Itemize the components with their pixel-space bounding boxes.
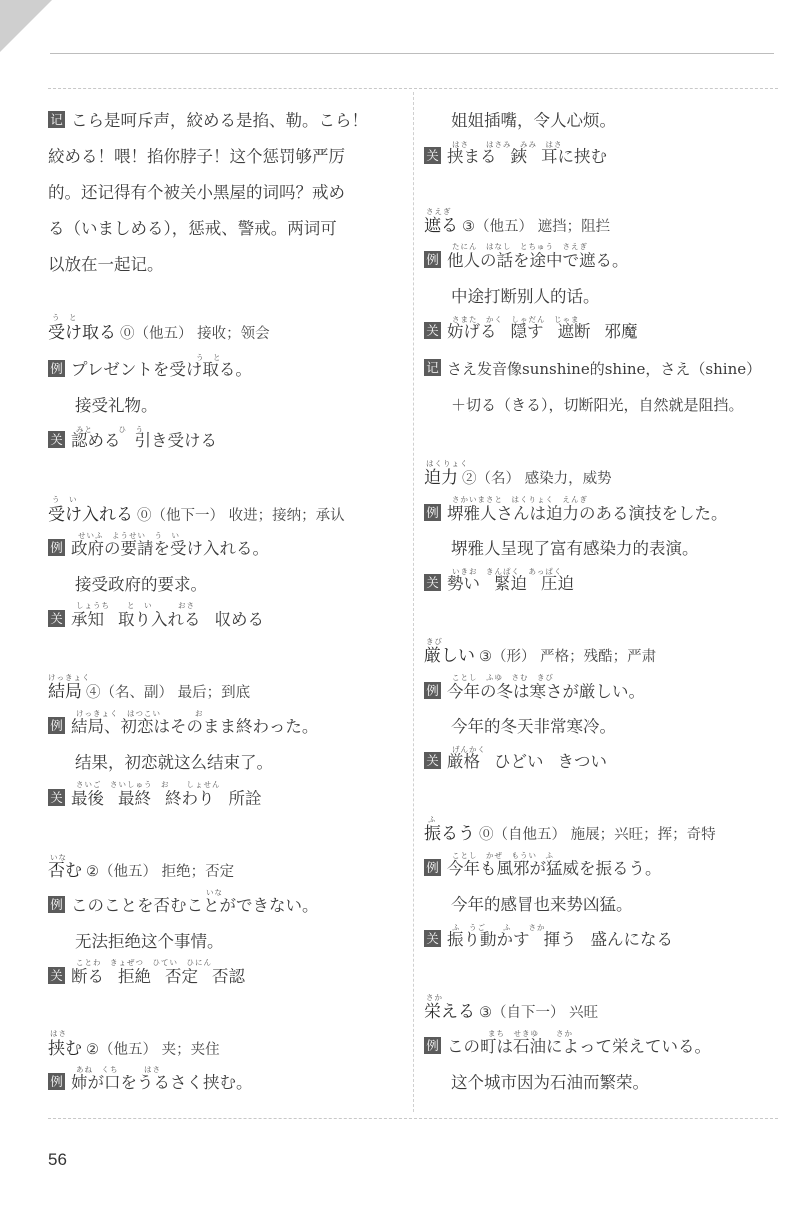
related-line: 关 認める 引き受ける [48, 428, 217, 454]
example-furigana: せいふ ようせい う い [78, 531, 180, 540]
headword-furigana: ふ [428, 815, 437, 824]
example-line: 例 今年の冬は寒さが厳しい。 [424, 679, 645, 705]
memo-line: 的。还记得有个被关小黑屋的词吗？戒め [48, 183, 345, 202]
related-furigana: ことわ きょぜつ ひてい ひにん [76, 958, 212, 967]
related-furigana: いきお きんぱく あっぱく [452, 567, 563, 576]
related-tag: 关 [424, 322, 441, 339]
example-furigana: ことし ふゆ さむ きび [452, 673, 554, 682]
translation-line: 堺雅人呈现了富有感染力的表演。 [451, 539, 699, 558]
example-furigana: あね くち はさ [76, 1065, 161, 1074]
example-furigana: ことし かぜ もうい ふ [452, 851, 554, 860]
translation-line: 接受政府的要求。 [75, 575, 207, 594]
headword: 遮る ③（他五） 遮挡；阻拦 [424, 216, 611, 236]
memo-tag: 记 [48, 111, 65, 128]
memo-line: 记 こら是呵斥声，絞める是掐、勒。こら！ [48, 108, 368, 134]
headword-furigana: さか [426, 993, 443, 1002]
memo-line: ＋切る（きる），切断阳光，自然就是阻挡。 [451, 396, 744, 414]
related-tag: 关 [424, 574, 441, 591]
translation-line: 结果，初恋就这么结束了。 [75, 753, 273, 772]
headword: 挟む ②（他五） 夹；夹住 [48, 1039, 220, 1059]
bottom-dashed-divider [48, 1118, 778, 1119]
example-tag: 例 [424, 251, 441, 268]
example-tag: 例 [424, 859, 441, 876]
related-line: 关 挟まる 鋏 耳に挟む [424, 144, 607, 170]
memo-tag: 记 [424, 359, 441, 376]
related-tag: 关 [424, 930, 441, 947]
headword: 否む ②（他五） 拒绝；否定 [48, 861, 235, 881]
headword: 結局 ④（名、副） 最后；到底 [48, 682, 251, 702]
example-tag: 例 [48, 1073, 65, 1090]
headword: 厳しい ③（形） 严格；残酷；严肃 [424, 646, 657, 666]
memo-line: 记 さえ发音像sunshine的shine，さえ（shine） [424, 356, 761, 382]
example-line: 例 このことを否むことができない。 [48, 893, 319, 919]
headword-furigana: う と [52, 313, 78, 322]
related-furigana: ふ うご ふ さか [452, 923, 546, 932]
example-line: 例 この町は石油によって栄えている。 [424, 1034, 711, 1060]
headword-furigana: はくりょく [426, 459, 469, 468]
translation-line: 无法拒绝这个事情。 [75, 932, 224, 951]
headword-furigana: いな [50, 853, 67, 862]
related-furigana: みと ひ う [76, 425, 144, 434]
example-line: 例 堺雅人さんは迫力のある演技をした。 [424, 501, 728, 527]
related-tag: 关 [424, 752, 441, 769]
header-rule [50, 53, 774, 54]
example-tag: 例 [48, 896, 65, 913]
headword-furigana: けっきょく [48, 673, 91, 682]
example-furigana: けっきょく はつこい お [76, 709, 204, 718]
related-line: 关 厳格 ひどい きつい [424, 749, 607, 775]
related-furigana: しょうち と い おさ [76, 601, 195, 610]
translation-line: 这个城市因为石油而繁荣。 [451, 1073, 649, 1092]
example-tag: 例 [424, 1037, 441, 1054]
top-dashed-divider [48, 88, 778, 89]
related-tag: 关 [48, 789, 65, 806]
translation-line: 今年的冬天非常寒冷。 [451, 717, 616, 736]
page-corner-fold [0, 0, 52, 52]
related-line: 关 勢い 緊迫 圧迫 [424, 571, 574, 597]
page-number: 56 [48, 1150, 67, 1169]
related-furigana: さいご さいしゅう お しょせん [76, 780, 221, 789]
translation-line: 今年的感冒也来势凶猛。 [451, 895, 633, 914]
translation-line: 接受礼物。 [75, 396, 158, 415]
example-furigana: さかいまさと はくりょく えんぎ [452, 495, 588, 504]
example-furigana: う と [196, 353, 222, 362]
example-line: 例 結局、初恋はそのまま終わった。 [48, 714, 318, 740]
example-line: 例 他人の話を途中で遮る。 [424, 248, 629, 274]
example-furigana: いな [206, 888, 223, 897]
related-line: 关 振り動かす 揮う 盛んになる [424, 927, 673, 953]
example-tag: 例 [48, 717, 65, 734]
related-tag: 关 [48, 610, 65, 627]
memo-line: 以放在一起记。 [48, 255, 164, 274]
related-furigana: さまた かく しゃだん じゃま [452, 315, 580, 324]
headword: 受け入れる ⓪（他下一） 收进；接纳；承认 [48, 505, 345, 525]
related-line: 关 承知 取り入れる 収める [48, 607, 264, 633]
headword: 栄える ③（自下一） 兴旺 [424, 1002, 599, 1022]
headword: 振るう ⓪（自他五） 施展；兴旺；挥；奇特 [424, 824, 716, 844]
example-tag: 例 [424, 682, 441, 699]
example-tag: 例 [424, 504, 441, 521]
headword: 迫力 ②（名） 感染力，威势 [424, 468, 612, 488]
headword-furigana: さえぎ [426, 207, 452, 216]
related-tag: 关 [424, 147, 441, 164]
column-divider [413, 92, 414, 1112]
related-furigana: はさ はさみ みみ はさ [452, 140, 563, 149]
related-line: 关 最後 最終 終わり 所詮 [48, 786, 262, 812]
headword-furigana: はさ [50, 1029, 67, 1038]
example-furigana: まち せきゆ さか [488, 1029, 573, 1038]
related-tag: 关 [48, 431, 65, 448]
example-furigana: たにん はなし とちゅう さえぎ [452, 242, 588, 251]
memo-line: る（いましめる），惩戒、警戒。两词可 [48, 219, 337, 238]
translation-line: 姐姐插嘴，令人心烦。 [451, 111, 616, 130]
headword-furigana: きび [426, 637, 443, 646]
related-furigana: げんかく [452, 745, 486, 754]
example-line: 例 プレゼントを受け取る。 [48, 357, 252, 383]
headword-furigana: う い [52, 495, 78, 504]
example-line: 例 今年も風邪が猛威を振るう。 [424, 856, 662, 882]
example-tag: 例 [48, 539, 65, 556]
related-line: 关 断る 拒絶 否定 否認 [48, 964, 245, 990]
headword: 受け取る ⓪（他五） 接收；领会 [48, 323, 270, 343]
example-line: 例 姉が口をうるさく挟む。 [48, 1070, 253, 1096]
related-line: 关 妨げる 隠す 遮断 邪魔 [424, 319, 638, 345]
example-tag: 例 [48, 360, 65, 377]
translation-line: 中途打断别人的话。 [451, 287, 600, 306]
related-tag: 关 [48, 967, 65, 984]
memo-line: 絞める！喂！掐你脖子！这个惩罚够严厉 [48, 147, 345, 166]
example-line: 例 政府の要請を受け入れる。 [48, 536, 269, 562]
